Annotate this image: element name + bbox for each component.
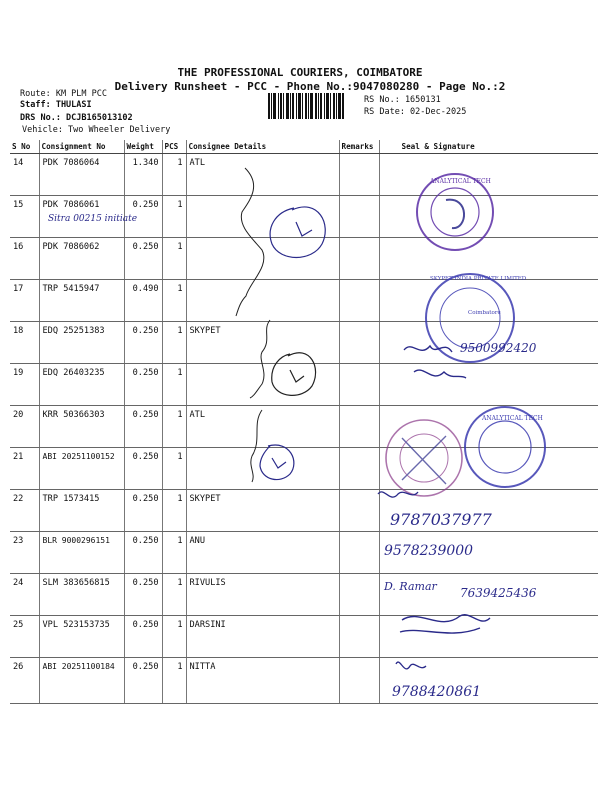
table-row [10, 616, 598, 658]
cell-consignee: ATL [186, 406, 339, 448]
cell-consignee: RIVULIS [186, 574, 339, 616]
cell-consignee: SKYPET [186, 322, 339, 364]
cell-pcs: 1 [162, 658, 186, 704]
col-remarks: Remarks [339, 140, 379, 154]
cell-weight: 0.250 [124, 364, 162, 406]
cell-consignment: EDQ 25251383 [39, 322, 124, 364]
cell-consignment: TRP 1573415 [39, 490, 124, 532]
cell-pcs: 1 [162, 322, 186, 364]
cell-sno: 25 [10, 616, 39, 658]
cell-pcs: 1 [162, 238, 186, 280]
table-header-row [10, 140, 598, 154]
row24-handwritten-name: D. Ramar [384, 580, 437, 593]
col-pcs: PCS [162, 140, 186, 154]
cell-consignee: DARSINI [186, 616, 339, 658]
cell-weight: 0.250 [124, 658, 162, 704]
cell-consignment: VPL 523153735 [39, 616, 124, 658]
cell-remarks [339, 616, 379, 658]
cell-remarks [339, 238, 379, 280]
cell-sno: 17 [10, 280, 39, 322]
row22-handwritten-phone: 9787037977 [390, 510, 492, 529]
table-row [10, 406, 598, 448]
cell-weight: 0.250 [124, 448, 162, 490]
cell-signature [379, 448, 598, 490]
row24-handwritten-phone: 7639425436 [460, 586, 537, 600]
cell-remarks [339, 280, 379, 322]
col-consignee: Consignee Details [186, 140, 339, 154]
cell-sno: 19 [10, 364, 39, 406]
cell-remarks [339, 154, 379, 196]
table-row [10, 658, 598, 704]
rs-date: RS Date: 02-Dec-2025 [364, 107, 467, 117]
col-sno: S No [10, 140, 39, 154]
cell-weight: 0.250 [124, 196, 162, 238]
cell-weight: 0.250 [124, 406, 162, 448]
cell-remarks [339, 574, 379, 616]
table-row [10, 490, 598, 532]
cell-remarks [339, 364, 379, 406]
cell-sno: 23 [10, 532, 39, 574]
cell-consignment: TRP 5415947 [39, 280, 124, 322]
drs-number: DRS No.: DCJB165013102 [20, 113, 133, 123]
cell-consignee: NITTA [186, 658, 339, 704]
row18-handwritten-phone: 9500992420 [460, 341, 537, 355]
cell-signature [379, 154, 598, 196]
delivery-table [10, 140, 598, 704]
cell-sno: 16 [10, 238, 39, 280]
cell-consignee [186, 196, 339, 238]
cell-consignment: ABI 20251100184 [39, 658, 124, 704]
cell-consignment: SLM 383656815 [39, 574, 124, 616]
cell-pcs: 1 [162, 406, 186, 448]
table-row [10, 364, 598, 406]
cell-sno: 22 [10, 490, 39, 532]
cell-pcs: 1 [162, 364, 186, 406]
cell-sno: 26 [10, 658, 39, 704]
cell-sno: 20 [10, 406, 39, 448]
table-row [10, 448, 598, 490]
route-label: Route: KM PLM PCC [20, 89, 107, 99]
cell-pcs: 1 [162, 154, 186, 196]
cell-remarks [339, 532, 379, 574]
stamp2-inner-text: Coimbatore [468, 310, 501, 316]
vehicle-label: Vehicle: Two Wheeler Delivery [22, 125, 171, 135]
cell-consignee [186, 448, 339, 490]
stamp1-text: ANALYTICAL TECH [430, 178, 491, 185]
cell-sno: 14 [10, 154, 39, 196]
cell-consignment: PDK 7086062 [39, 238, 124, 280]
stamp3-text: ANALYTICAL TECH [482, 415, 543, 422]
cell-remarks [339, 490, 379, 532]
barcode [268, 93, 360, 119]
runsheet-title: Delivery Runsheet - PCC - Phone No.:9047080280 - Page No.:2 [114, 80, 506, 93]
rs-number: RS No.: 1650131 [364, 95, 441, 105]
table-row [10, 238, 598, 280]
cell-consignee [186, 280, 339, 322]
cell-sno: 15 [10, 196, 39, 238]
cell-pcs: 1 [162, 448, 186, 490]
cell-pcs: 1 [162, 616, 186, 658]
cell-weight: 1.340 [124, 154, 162, 196]
cell-weight: 0.250 [124, 616, 162, 658]
cell-remarks [339, 322, 379, 364]
cell-consignee: SKYPET [186, 490, 339, 532]
col-consignment: Consignment No [39, 140, 124, 154]
cell-weight: 0.250 [124, 490, 162, 532]
cell-weight: 0.490 [124, 280, 162, 322]
row23-handwritten-phone: 9578239000 [384, 543, 474, 559]
cell-signature [379, 364, 598, 406]
cell-signature [379, 406, 598, 448]
cell-consignment: KRR 50366303 [39, 406, 124, 448]
cell-sno: 18 [10, 322, 39, 364]
col-signature: Seal & Signature [379, 140, 598, 154]
company-name: THE PROFESSIONAL COURIERS, COIMBATORE [177, 66, 423, 79]
cell-weight: 0.250 [124, 322, 162, 364]
cell-signature [379, 238, 598, 280]
cell-remarks [339, 196, 379, 238]
cell-pcs: 1 [162, 280, 186, 322]
cell-consignee [186, 238, 339, 280]
cell-consignee: ATL [186, 154, 339, 196]
staff-label: Staff: THULASI [20, 100, 92, 110]
cell-weight: 0.250 [124, 238, 162, 280]
cell-pcs: 1 [162, 490, 186, 532]
cell-consignee: ANU [186, 532, 339, 574]
cell-weight: 0.250 [124, 574, 162, 616]
cell-consignment: ABI 20251100152 [39, 448, 124, 490]
cell-signature [379, 196, 598, 238]
cell-pcs: 1 [162, 574, 186, 616]
row15-handwritten-note: Sitra 00215 initiate [48, 214, 138, 224]
cell-remarks [339, 406, 379, 448]
cell-consignee [186, 364, 339, 406]
stamp2-text: SKYPET INDIA PRIVATE LIMITED [430, 276, 527, 282]
cell-remarks [339, 658, 379, 704]
cell-consignment: PDK 7086064 [39, 154, 124, 196]
cell-signature [379, 616, 598, 658]
row26-handwritten-phone: 9788420861 [392, 684, 482, 700]
cell-consignment: BLR 9000296151 [39, 532, 124, 574]
cell-consignment: EDQ 26403235 [39, 364, 124, 406]
cell-remarks [339, 448, 379, 490]
cell-weight: 0.250 [124, 532, 162, 574]
cell-consignment: PDK 7086061 [39, 196, 124, 238]
table-row [10, 532, 598, 574]
cell-pcs: 1 [162, 532, 186, 574]
table-row [10, 280, 598, 322]
cell-sno: 24 [10, 574, 39, 616]
cell-pcs: 1 [162, 196, 186, 238]
cell-sno: 21 [10, 448, 39, 490]
col-weight: Weight [124, 140, 162, 154]
table-row [10, 154, 598, 196]
